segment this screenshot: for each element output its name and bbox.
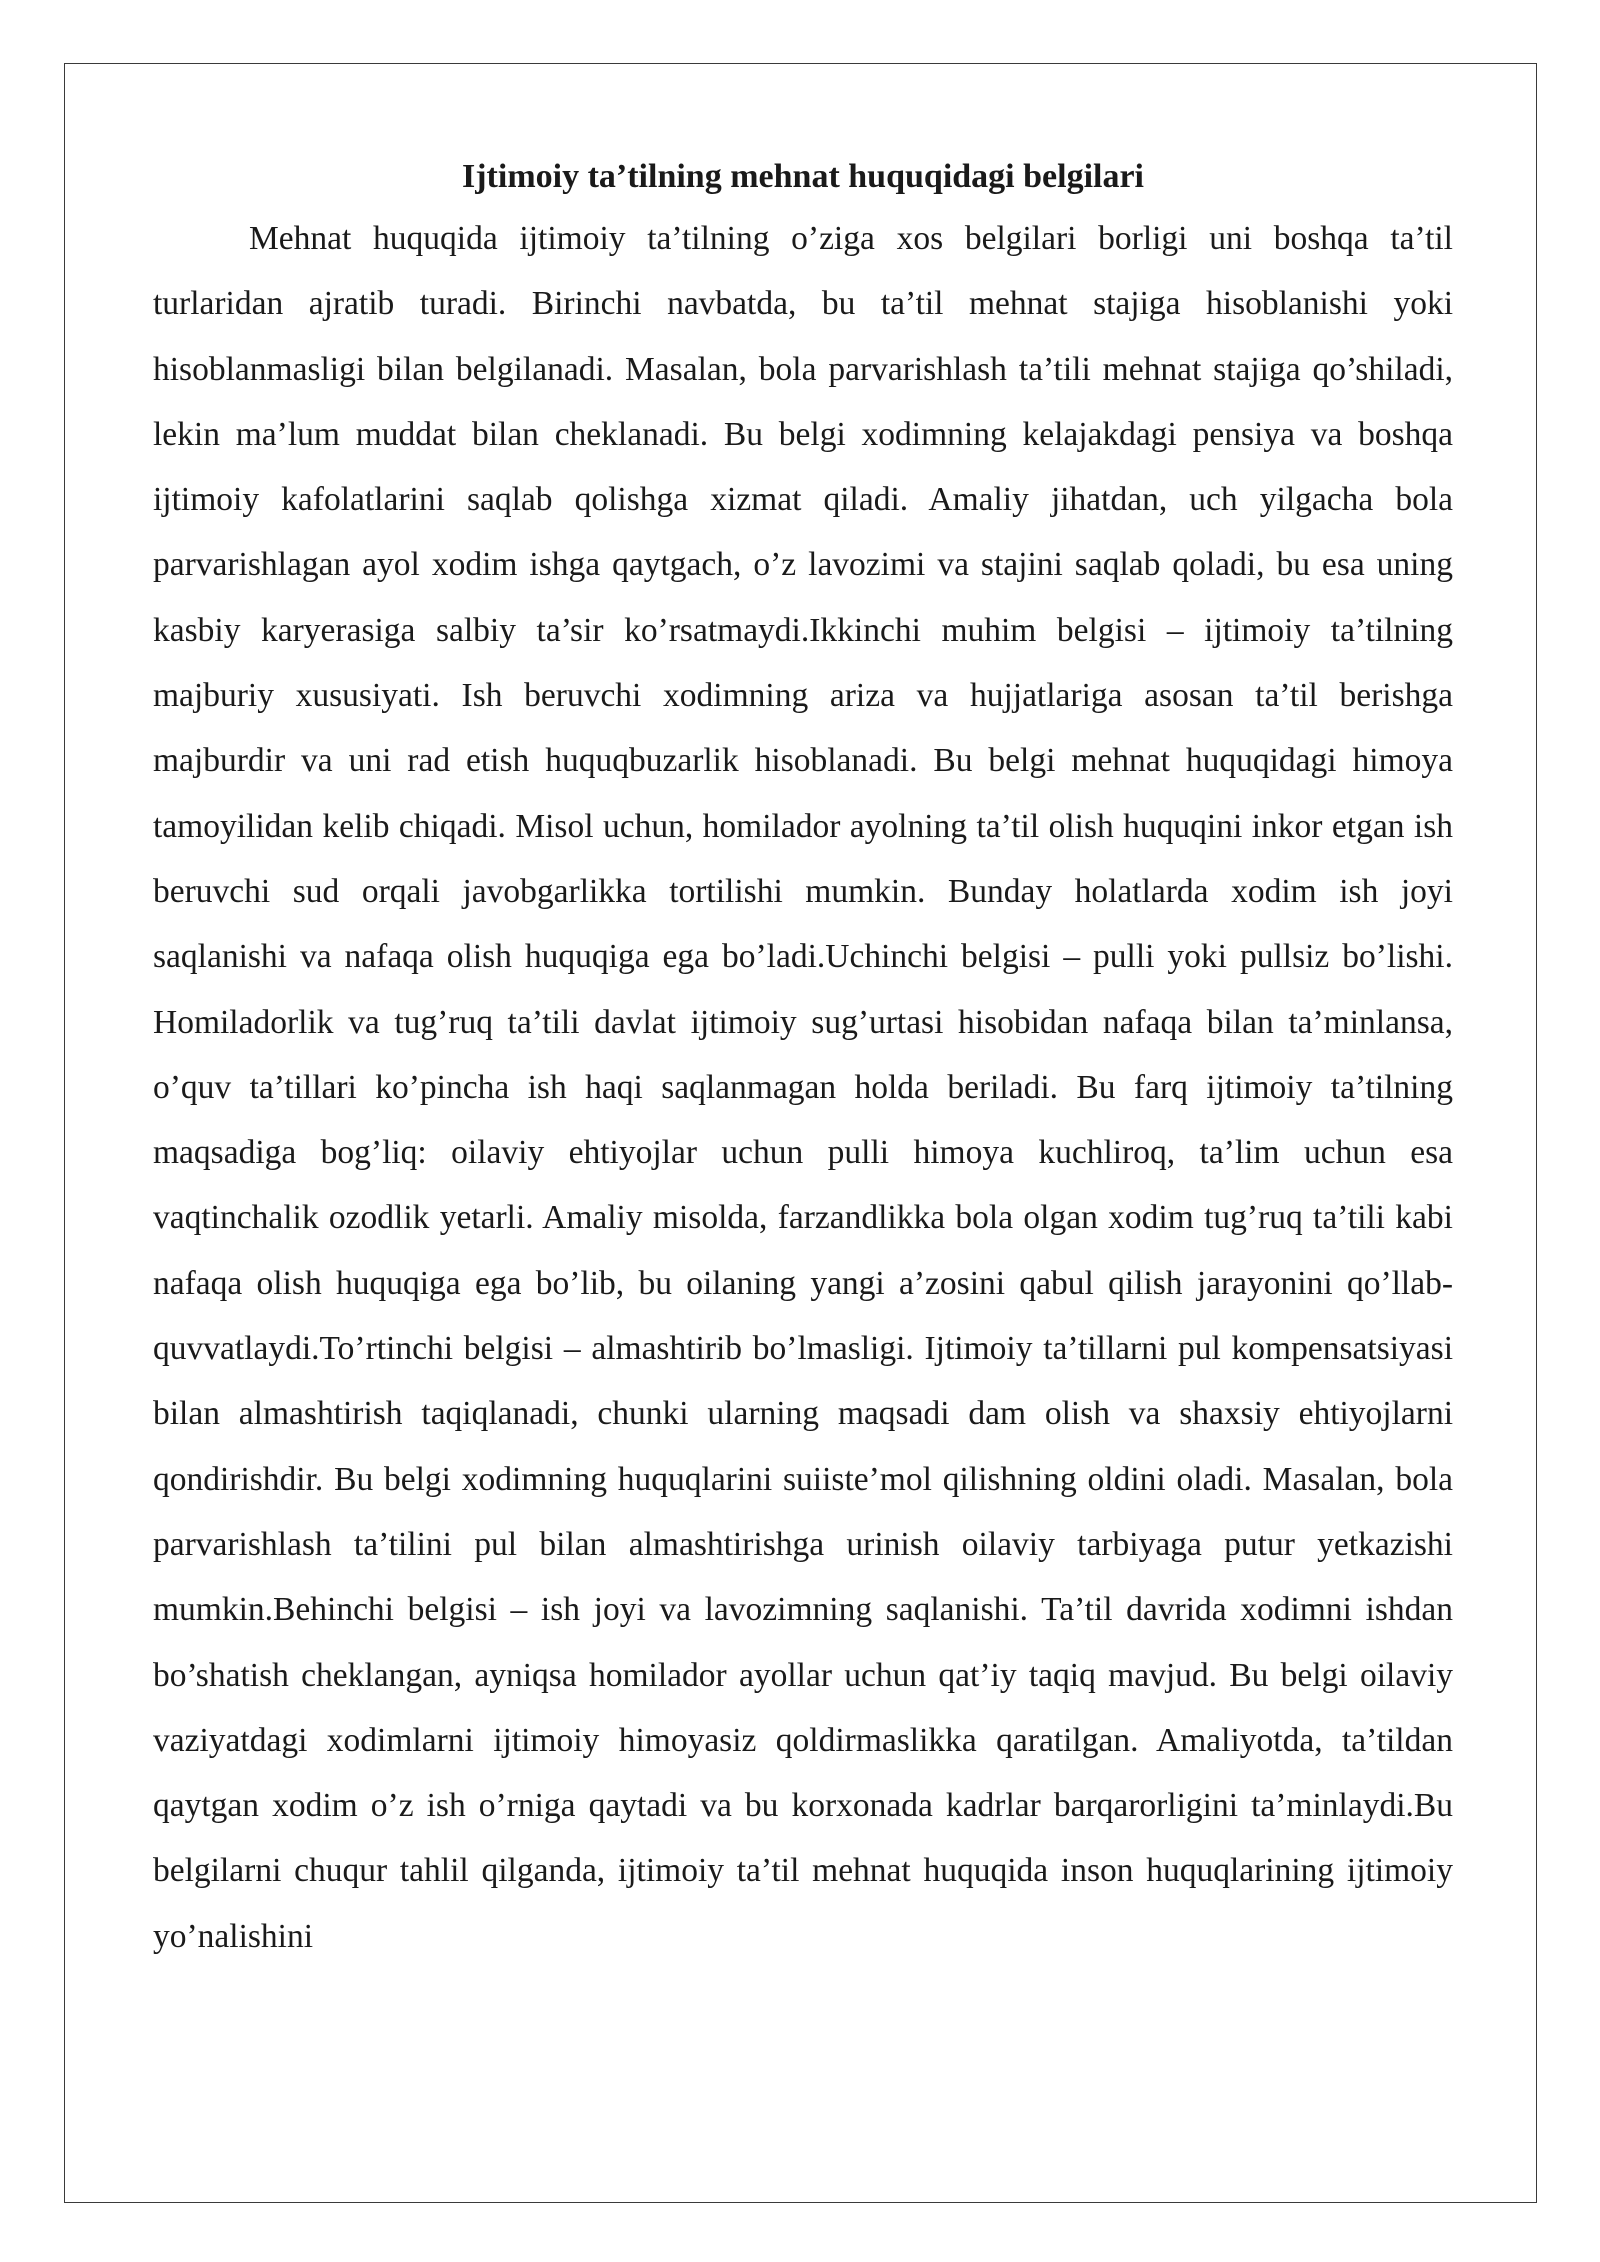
document-body-paragraph: Mehnat huquqida ijtimoiy ta’tilning o’ziga xos belgilari borligi uni boshqa ta’til turlaridan ajratib turadi. Birinchi navbatda, bu ta’til mehnat stajiga hisoblanishi yoki hisoblanmasligi bilan belgilanadi. Masalan, bola parvarishlash ta’tili mehnat stajiga qo’shiladi, lekin ma’lum muddat bilan cheklanadi. Bu belgi xodimning kelajakdagi pensiya va boshqa ijtimoiy kafolatlarini saqlab qolishga xizmat qiladi. Amaliy jihatdan, uch yilgacha bola parvarishlagan ayol xodim ishga qaytgach, o’z lavozimi va stajini saqlab qoladi, bu esa uning kasbiy karyerasiga salbiy ta’sir ko’rsatmaydi.Ikkinchi muhim belgisi – ijtimoiy ta’tilning majburiy xususiyati. Ish beruvchi xodimning ariza va hujjatlariga asosan ta’til berishga majburdir va uni rad etish huquqbuzarlik hisoblanadi. Bu belgi mehnat huquqidagi himoya tamoyilidan kelib chiqadi. Misol uchun, homilador ayolning ta’til olish huquqini inkor etgan ish beruvchi sud orqali javobgarlikka tortilishi mumkin. Bunday holatlarda xodim ish joyi saqlanishi va nafaqa olish huquqiga ega bo’ladi.Uchinchi belgisi – pulli yoki pullsiz bo’lishi. Homiladorlik va tug’ruq ta’tili davlat ijtimoiy sug’urtasi hisobidan nafaqa bilan ta’minlansa, o’quv ta’tillari ko’pincha ish haqi saqlanmagan holda beriladi. Bu farq ijtimoiy ta’tilning maqsadiga bog’liq: oilaviy ehtiyojlar uchun pulli himoya kuchliroq, ta’lim uchun esa vaqtinchalik ozodlik yetarli. Amaliy misolda, farzandlikka bola olgan xodim tug’ruq ta’tili kabi nafaqa olish huquqiga ega bo’lib, bu oilaning yangi a’zosini qabul qilish jarayonini qo’llab-quvvatlaydi.To’rtinchi belgisi – almashtirib bo’lmasligi. Ijtimoiy ta’tillarni pul kompensatsiyasi bilan almashtirish taqiqlanadi, chunki ularning maqsadi dam olish va shaxsiy ehtiyojlarni qondirishdir. Bu belgi xodimning huquqlarini suiiste’mol qilishning oldini oladi. Masalan, bola parvarishlash ta’tilini pul bilan almashtirishga urinish oilaviy tarbiyaga putur yetkazishi mumkin.Behinchi belgisi – ish joyi va lavozimning saqlanishi. Ta’til davrida xodimni ishdan bo’shatish cheklangan, ayniqsa homilador ayollar uchun qat’iy taqiq mavjud. Bu belgi oilaviy vaziyatdagi xodimlarni ijtimoiy himoyasiz qoldirmaslikka qaratilgan. Amaliyotda, ta’tildan qaytgan xodim o’z ish o’rniga qaytadi va bu korxonada kadrlar barqarorligini ta’minlaydi.Bu belgilarni chuqur tahlil qilganda, ijtimoiy ta’til mehnat huquqida inson huquqlarining ijtimoiy yo’nalishini (153, 220, 1453, 1955)
document-title: Ijtimoiy ta’tilning mehnat huquqidagi belgilari (462, 158, 1144, 195)
document-content (153, 148, 1453, 1969)
